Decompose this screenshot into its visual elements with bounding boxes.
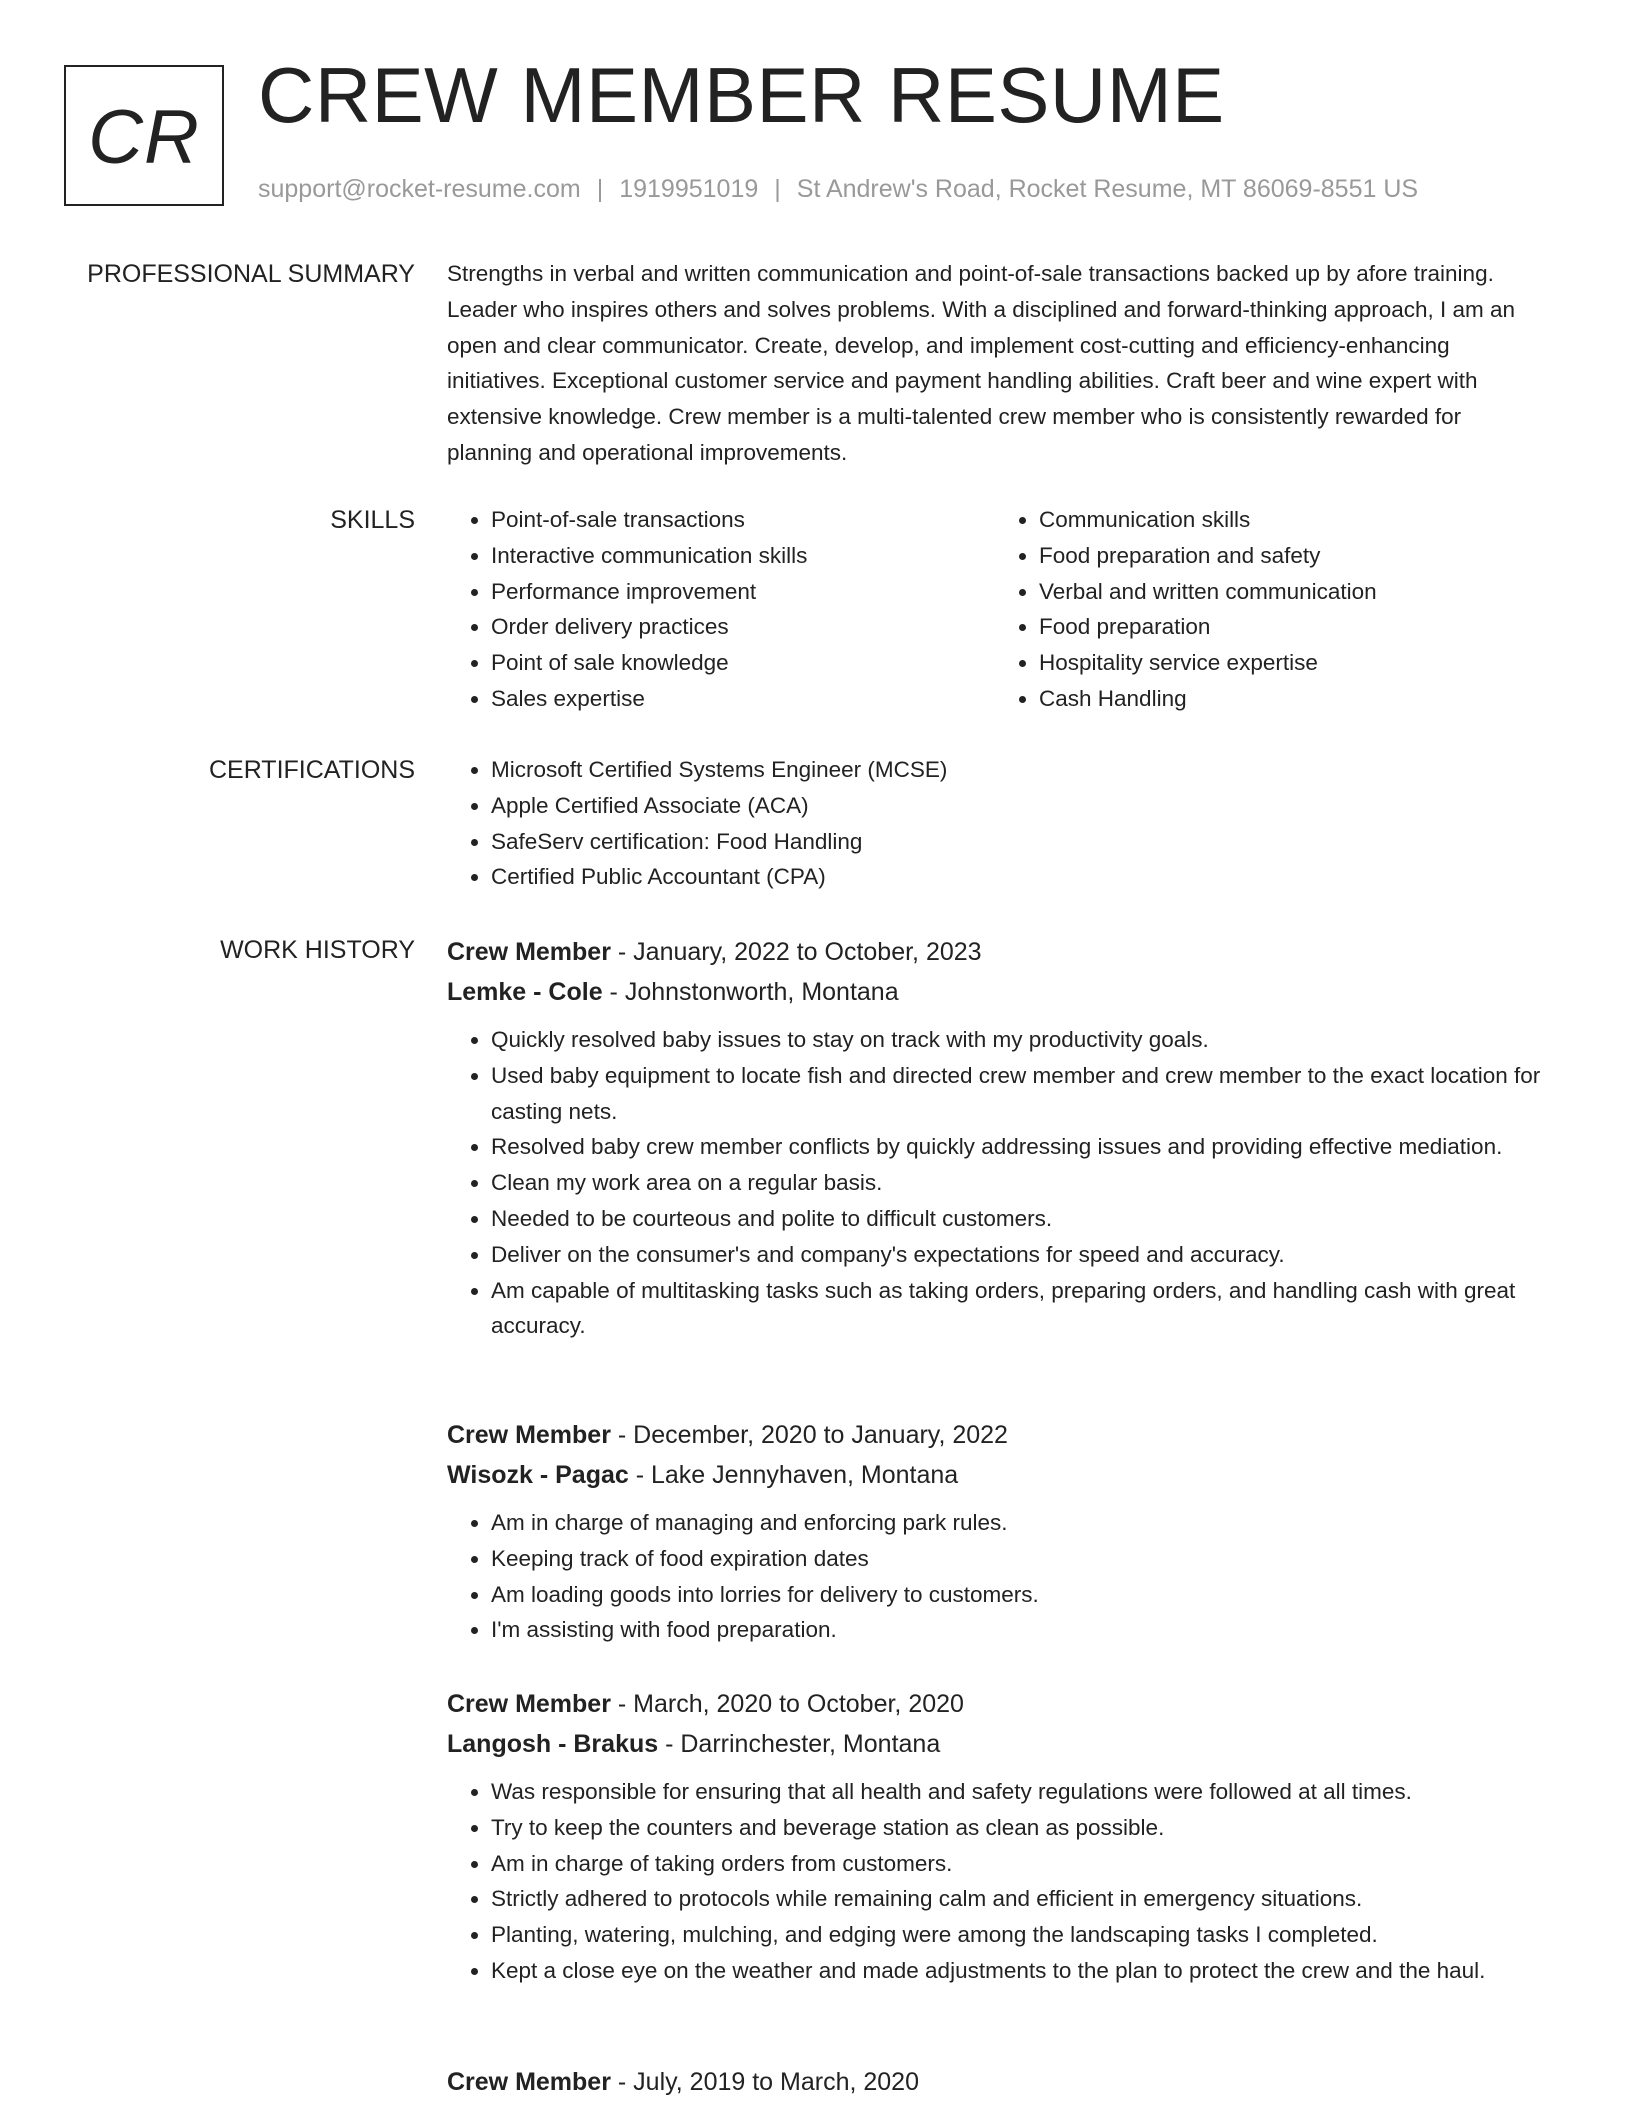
job-entry (447, 1415, 1564, 1648)
job-title-line (447, 932, 1564, 972)
skill-item: • Point-of-sale transactions (491, 502, 995, 538)
contact-address: St Andrew's Road, Rocket Resume, MT 86069-8551 US (796, 175, 1419, 203)
certification-item: • Microsoft Certified Systems Engineer (MCSE) (491, 752, 1564, 788)
certifications-list (447, 752, 1564, 895)
skill-item: • Sales expertise (491, 681, 995, 717)
summary-text: Strengths in verbal and written communication and point-of-sale transactions backed up by afore training. Leader who inspires others and solves problems. With a disciplined and forward-thinking approach, I am an open and clear communicator. Create, develop, and implement cost-cutting and efficiency-enhancing initiatives. Exceptional customer service and payment handling abilities. Craft beer and wine expert with extensive knowledge. Crew member is a multi-talented crew member who is consistently rewarded for planning and operational improvements. (447, 261, 1516, 465)
certification-item: • SafeServ certification: Food Handling (491, 824, 1564, 860)
skill-item: • Food preparation and safety (1039, 538, 1555, 574)
skill-item: • Point of sale knowledge (491, 645, 995, 681)
skill-item: • Interactive communication skills (491, 538, 995, 574)
section-label-summary: PROFESSIONAL SUMMARY (87, 260, 415, 288)
job-dates: - July, 2019 to March, 2020 (610, 2068, 919, 2096)
contact-phone: 1919951019 (619, 175, 759, 203)
job-dates: - January, 2022 to October, 2023 (610, 938, 982, 966)
job-company-line (447, 1455, 1564, 1495)
contact-line (258, 174, 1418, 204)
job-duty: • Quickly resolved baby issues to stay on track with my productivity goals. (491, 1022, 1564, 1058)
section-label-work-history: WORK HISTORY (220, 936, 415, 964)
monogram-initials: CR (88, 94, 200, 180)
job-company: Langosh - Brakus (447, 1730, 659, 1758)
job-duty: • Used baby equipment to locate fish and directed crew member and crew member to the exact location for casting nets. (491, 1058, 1564, 1130)
job-duties (447, 1774, 1564, 1989)
job-company: Lemke - Cole (447, 978, 603, 1006)
skills-list (447, 502, 1564, 717)
job-title-line (447, 1415, 1564, 1455)
skill-item: • Performance improvement (491, 574, 995, 610)
job-title: Crew Member (447, 1421, 611, 1449)
skills-column-right (995, 502, 1555, 717)
contact-email: support@rocket-resume.com (258, 175, 581, 203)
job-company: Wisozk - Pagac (447, 1461, 629, 1489)
monogram-logo (64, 65, 224, 206)
job-duty: • Needed to be courteous and polite to difficult customers. (491, 1201, 1564, 1237)
section-label-skills: SKILLS (330, 506, 415, 534)
job-title: Crew Member (447, 938, 611, 966)
job-duty: • Deliver on the consumer's and company's expectations for speed and accuracy. (491, 1237, 1564, 1273)
job-location: - Darrinchester, Montana (658, 1730, 941, 1758)
job-title: Crew Member (447, 1690, 611, 1718)
skill-item: • Communication skills (1039, 502, 1555, 538)
skill-item: • Hospitality service expertise (1039, 645, 1555, 681)
skill-item: • Verbal and written communication (1039, 574, 1555, 610)
skills-column-left (447, 502, 995, 717)
contact-separator: | (596, 175, 604, 203)
job-duty: • Strictly adhered to protocols while remaining calm and efficient in emergency situations. (491, 1881, 1564, 1917)
contact-separator: | (774, 175, 781, 203)
skill-item: • Food preparation (1039, 609, 1555, 645)
job-duties (447, 1505, 1564, 1648)
certification-item: • Certified Public Accountant (CPA) (491, 859, 1564, 895)
job-dates: - December, 2020 to January, 2022 (610, 1421, 1008, 1449)
job-duty: • Keeping track of food expiration dates (491, 1541, 1564, 1577)
job-duties (447, 1022, 1564, 1344)
job-duty: • Kept a close eye on the weather and made adjustments to the plan to protect the crew and the haul. (491, 1953, 1564, 1989)
job-duty: • Am in charge of taking orders from customers. (491, 1846, 1564, 1882)
job-company-line (447, 972, 1564, 1012)
job-company-line (447, 1724, 1564, 1764)
job-duty: • Planting, watering, mulching, and edging were among the landscaping tasks I completed. (491, 1917, 1564, 1953)
job-title-line (447, 1684, 1564, 1724)
skill-item: • Order delivery practices (491, 609, 995, 645)
job-duty: • Resolved baby crew member conflicts by quickly addressing issues and providing effective mediation. (491, 1129, 1564, 1165)
job-duty: • Clean my work area on a regular basis. (491, 1165, 1564, 1201)
job-entry (447, 932, 1564, 1344)
job-duty: • Try to keep the counters and beverage station as clean as possible. (491, 1810, 1564, 1846)
job-location: - Johnstonworth, Montana (602, 978, 899, 1006)
job-duty: • Was responsible for ensuring that all health and safety regulations were followed at all times. (491, 1774, 1564, 1810)
job-location: - Lake Jennyhaven, Montana (628, 1461, 959, 1489)
job-entry (447, 2062, 1564, 2102)
job-title: Crew Member (447, 2068, 611, 2096)
skill-item: • Cash Handling (1039, 681, 1555, 717)
job-duty: • Am in charge of managing and enforcing park rules. (491, 1505, 1564, 1541)
section-label-certifications: CERTIFICATIONS (208, 756, 415, 784)
job-duty: • I'm assisting with food preparation. (491, 1612, 1564, 1648)
certification-item: • Apple Certified Associate (ACA) (491, 788, 1564, 824)
job-title-line (447, 2062, 1564, 2102)
job-dates: - March, 2020 to October, 2020 (610, 1690, 964, 1718)
page-title: CREW MEMBER RESUME (258, 51, 1225, 139)
job-duty: • Am capable of multitasking tasks such as taking orders, preparing orders, and handling cash with great accuracy. (491, 1273, 1564, 1345)
job-entry (447, 1684, 1564, 1989)
job-duty: • Am loading goods into lorries for delivery to customers. (491, 1577, 1564, 1613)
